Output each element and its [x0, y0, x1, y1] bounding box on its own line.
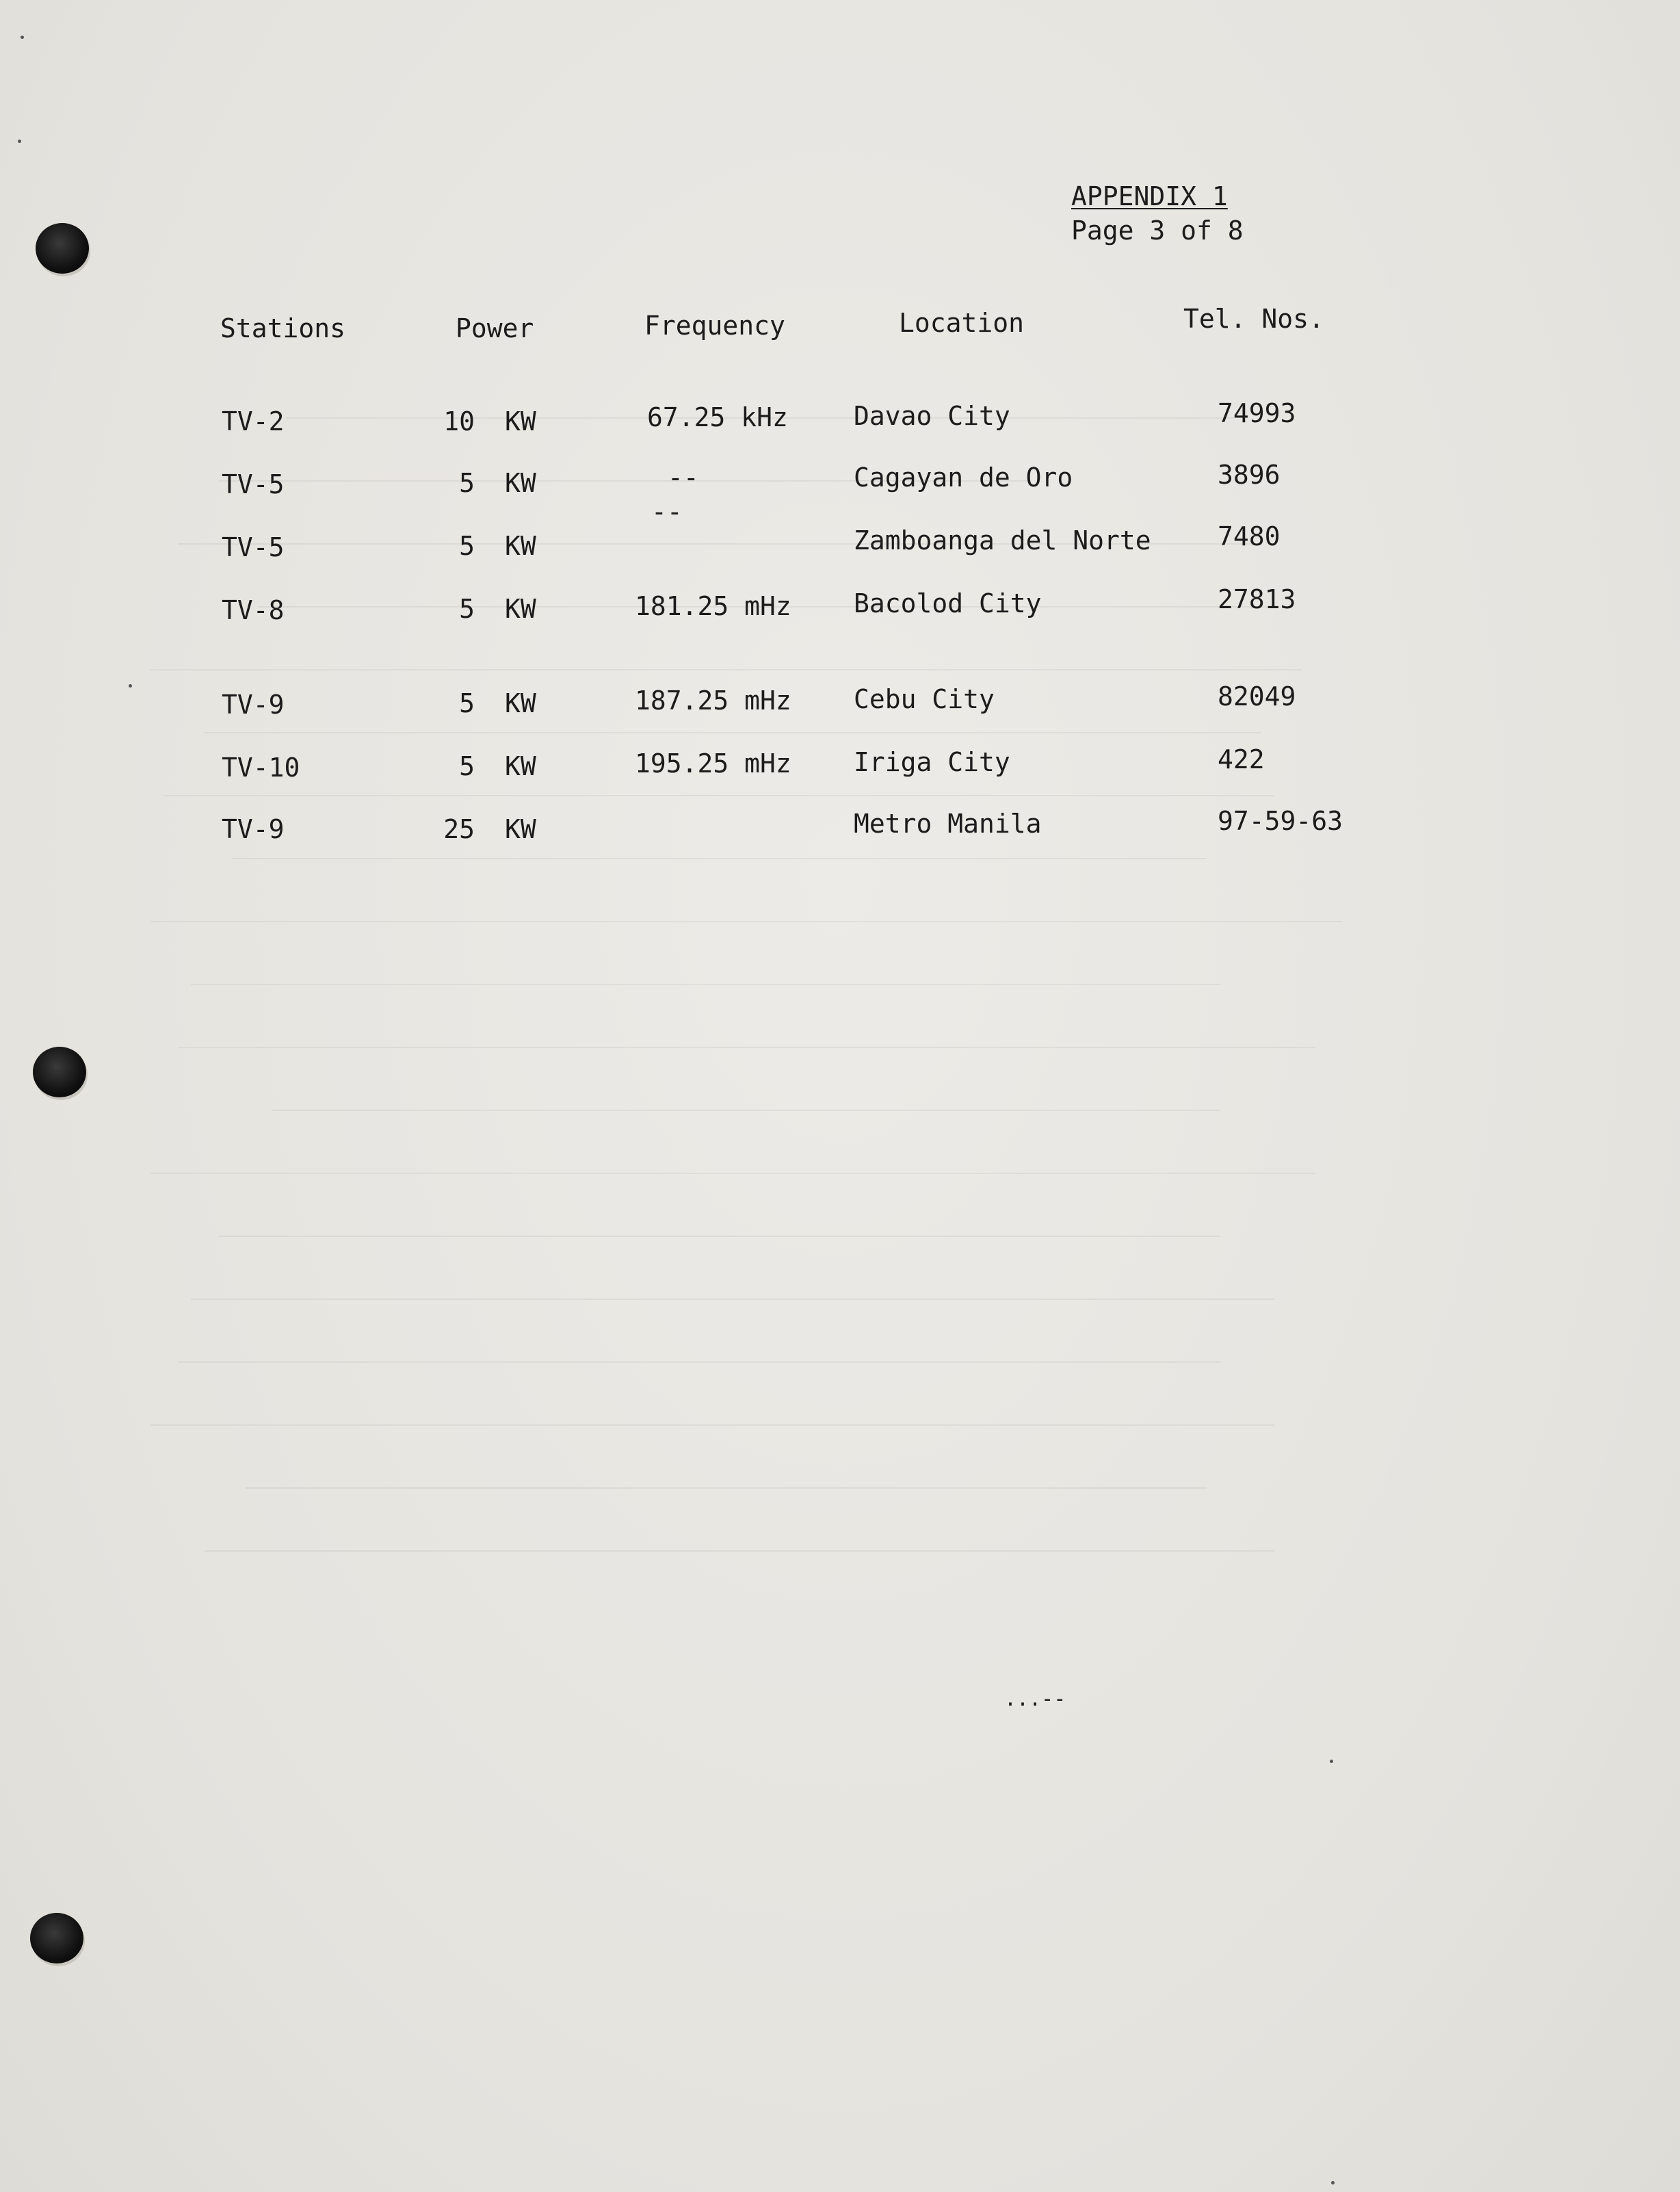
table-row-location: Iriga City	[854, 747, 1010, 777]
punch-hole-bottom	[30, 1913, 83, 1963]
table-row-location: Bacolod City	[854, 588, 1042, 618]
speck	[1331, 2181, 1335, 2184]
punch-hole-top	[36, 223, 89, 274]
table-row-tel: 74993	[1218, 398, 1296, 428]
table-row-location: Cagayan de Oro	[854, 462, 1073, 493]
table-row-power-value: 5	[459, 688, 475, 718]
table-row-location: Metro Manila	[854, 809, 1042, 839]
table-row-tel: 7480	[1218, 521, 1281, 551]
table-row-station: TV-5	[222, 469, 285, 499]
footer-mark: ...--	[1004, 1687, 1066, 1711]
table-row-location: Zamboanga del Norte	[854, 525, 1151, 556]
table-row-tel: 3896	[1218, 460, 1281, 490]
table-row-tel: 27813	[1218, 584, 1296, 614]
table-row-station: TV-9	[222, 814, 285, 844]
speck	[1330, 1760, 1333, 1763]
punch-hole-middle	[33, 1047, 86, 1097]
table-row-station: TV-5	[222, 532, 285, 562]
table-row-frequency: --	[651, 497, 683, 527]
table-row-power-value: 25	[443, 814, 475, 844]
speck	[21, 36, 24, 39]
table-row-station: TV-9	[222, 690, 285, 720]
table-row-station: TV-2	[222, 406, 285, 436]
table-row-location: Davao City	[854, 401, 1010, 431]
table-row-location: Cebu City	[854, 684, 995, 714]
page-number: Page 3 of 8	[1071, 216, 1244, 246]
table-row-power-value: 5	[459, 594, 475, 624]
table-row-frequency: 195.25 mHz	[635, 748, 791, 779]
table-row-power-unit: KW	[505, 531, 536, 561]
table-row-power-value: 10	[443, 406, 475, 436]
table-row-frequency: 67.25 kHz	[647, 402, 788, 432]
table-row-station: TV-8	[222, 595, 285, 625]
table-row-power-unit: KW	[505, 468, 536, 498]
speck	[18, 140, 21, 143]
table-row-frequency: 187.25 mHz	[635, 686, 791, 716]
column-header-tel: Tel. Nos.	[1183, 304, 1324, 334]
table-row-power-unit: KW	[505, 688, 536, 718]
table-row-power-value: 5	[459, 531, 475, 561]
speck	[129, 684, 132, 688]
table-row-frequency: --	[668, 462, 699, 493]
column-header-stations: Stations	[220, 313, 346, 343]
table-row-tel: 82049	[1218, 681, 1296, 712]
table-row-frequency: 181.25 mHz	[635, 591, 791, 621]
appendix-header	[1071, 179, 1244, 248]
bleed-through-texture	[150, 356, 1505, 1827]
table-row-power-value: 5	[459, 751, 475, 781]
table-row-power-value: 5	[459, 468, 475, 498]
column-header-location: Location	[899, 308, 1025, 338]
table-row-tel: 97-59-63	[1218, 806, 1343, 836]
column-header-power: Power	[456, 313, 534, 343]
table-row-power-unit: KW	[505, 406, 536, 436]
appendix-title: APPENDIX 1	[1071, 181, 1228, 211]
table-row-power-unit: KW	[505, 751, 536, 781]
column-header-frequency: Frequency	[644, 311, 785, 341]
table-row-station: TV-10	[222, 753, 300, 783]
table-row-power-unit: KW	[505, 814, 536, 844]
table-row-tel: 422	[1218, 744, 1265, 774]
table-row-power-unit: KW	[505, 594, 536, 624]
